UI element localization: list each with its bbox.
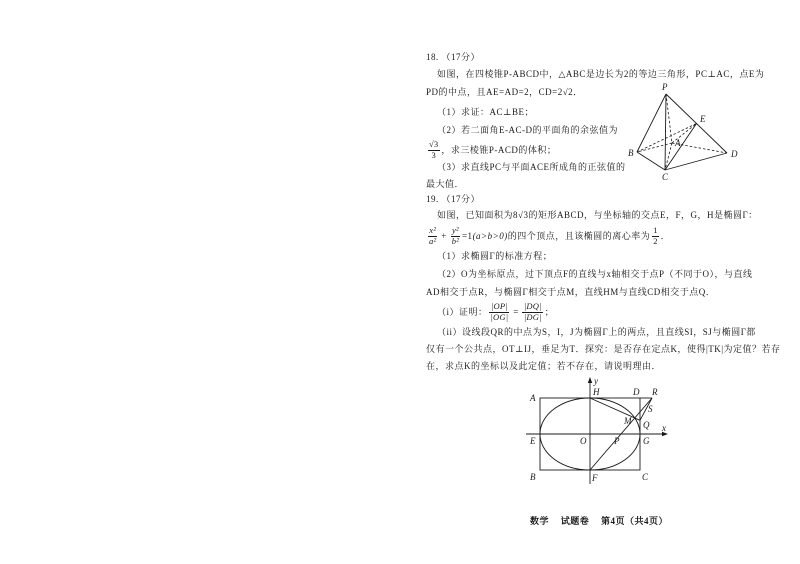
label-m: M	[624, 416, 632, 426]
label-g: G	[643, 436, 650, 446]
label-e: E	[530, 436, 536, 446]
label-x: x	[662, 423, 666, 433]
footer-page-number: 第4页（共4页）	[601, 516, 669, 526]
label-p: P	[662, 82, 668, 92]
fraction-numerator: x²	[429, 225, 436, 235]
fraction-numerator: √3	[429, 139, 439, 149]
label-y: y	[594, 376, 598, 386]
ratio-dq-dg	[522, 302, 543, 322]
fraction-numerator: y²	[452, 225, 459, 235]
label-r: R	[652, 387, 658, 397]
hidden-edge-ac	[665, 143, 672, 170]
q18-part-2-line-2	[426, 139, 556, 161]
y-axis-arrow	[588, 377, 592, 383]
q18-stem-line-2: PD的中点，且AE=AD=2，CD=2√2．	[426, 87, 583, 97]
label-d: D	[731, 149, 738, 159]
q19-sub-ii-line-2: 仅有一个公共点，OT⊥IJ，垂足为T．探究：是否存在定点K，使得|TK|为定值？若存	[426, 344, 781, 354]
q18-part-3-line-2: 最大值．	[426, 179, 465, 189]
line-hmq	[590, 398, 640, 420]
ellipse-eq-x-term	[428, 226, 438, 246]
label-e: E	[700, 114, 706, 124]
fraction-denominator: a²	[429, 235, 437, 246]
plus-sign: +	[441, 231, 447, 241]
edge-bc	[637, 152, 665, 170]
fraction-denominator: 3	[431, 149, 436, 160]
q19-stem-line-2	[426, 225, 670, 247]
q19-sub-ii-line-1: （ii）设线段QR的中点为S，I，J为椭圆Γ上的两点，且直线SI，SJ与椭圆Γ都	[437, 327, 756, 337]
q18-header: 18. （17分）	[426, 52, 481, 62]
fraction-denominator: |OG|	[490, 311, 509, 322]
fraction-numerator: 1	[653, 225, 658, 235]
q19-sub-ii-line-3: 在，求点K的坐标以及此定值；若不存在，请说明理由．	[426, 361, 662, 371]
label-q: Q	[643, 420, 650, 430]
ellipse-eq-rhs: =1	[461, 231, 473, 241]
fraction-denominator: b²	[451, 235, 459, 246]
q19-part-2-line-1: （2）O为坐标原点，过下顶点F的直线与x轴相交于点P（不同于O），与直线	[437, 269, 753, 279]
label-c: C	[642, 472, 649, 482]
ellipse-eq-y-term	[450, 226, 460, 246]
ratio-op-og	[489, 302, 510, 322]
q19-part-2-line-2: AD相交于点R，与椭圆Γ相交于点M，直线HM与直线CD相交于点Q．	[426, 287, 716, 297]
q19-stem-line-1: 如图，已知面积为8√3的矩形ABCD，与坐标轴的交点E，F，G，H是椭圆Γ：	[437, 210, 758, 220]
q18-part-2-line-1: （2）若二面角E-AC-D的平面角的余弦值为	[437, 125, 618, 135]
cosine-fraction	[428, 140, 440, 160]
label-b: B	[530, 472, 536, 482]
label-b: B	[628, 148, 634, 158]
q19-header: 19. （17分）	[426, 194, 481, 204]
label-h: H	[593, 387, 600, 397]
edge-pb	[637, 94, 666, 152]
pyramid-figure	[620, 80, 745, 185]
q18-part-3-line-1: （3）求直线PC与平面ACE所成角的正弦值的	[437, 162, 626, 172]
fraction-denominator: 2	[653, 235, 658, 246]
q18-part-1: （1）求证：AC⊥BE；	[437, 107, 534, 117]
equals-sign: =	[513, 307, 519, 317]
label-s: S	[648, 404, 653, 414]
label-a: A	[530, 393, 536, 403]
hidden-edge-ab	[637, 143, 672, 152]
footer-doc-type: 试题卷	[560, 516, 590, 526]
hidden-edge-be	[637, 124, 697, 153]
q19-stem-line-2-rest: 的四个顶点，且该椭圆的离心率为	[507, 231, 651, 241]
q19-part-1: （1）求椭圆Γ的标准方程；	[437, 251, 553, 261]
label-o: O	[580, 436, 587, 446]
q19-sub-i	[437, 301, 554, 323]
fraction-denominator: |DG|	[523, 311, 542, 322]
label-a: A	[675, 138, 681, 148]
ellipse-eq-condition: (a>b>0)	[472, 231, 508, 241]
footer-subject: 数学	[530, 516, 550, 526]
q18-stem-line-1: 如图，在四棱锥P-ABCD中，△ABC是边长为2的等边三角形，PC⊥AC，点E为	[437, 69, 765, 79]
label-d: D	[633, 387, 640, 397]
edge-pc	[665, 94, 666, 170]
fraction-numerator: |OP|	[490, 301, 508, 311]
sub-i-label: （i）证明：	[437, 307, 488, 317]
page-footer	[530, 515, 677, 527]
q18-part-2-rest: ，求三棱锥P-ACD的体积；	[441, 145, 557, 155]
ellipse-figure	[515, 372, 680, 490]
fraction-numerator: |DQ|	[523, 301, 542, 311]
sub-i-end: ；	[544, 307, 555, 317]
label-c: C	[662, 172, 669, 182]
label-f: F	[592, 473, 598, 483]
label-p: P	[614, 436, 620, 446]
q19-stem-line-2-end: ．	[660, 231, 671, 241]
eccentricity-fraction	[652, 226, 659, 246]
